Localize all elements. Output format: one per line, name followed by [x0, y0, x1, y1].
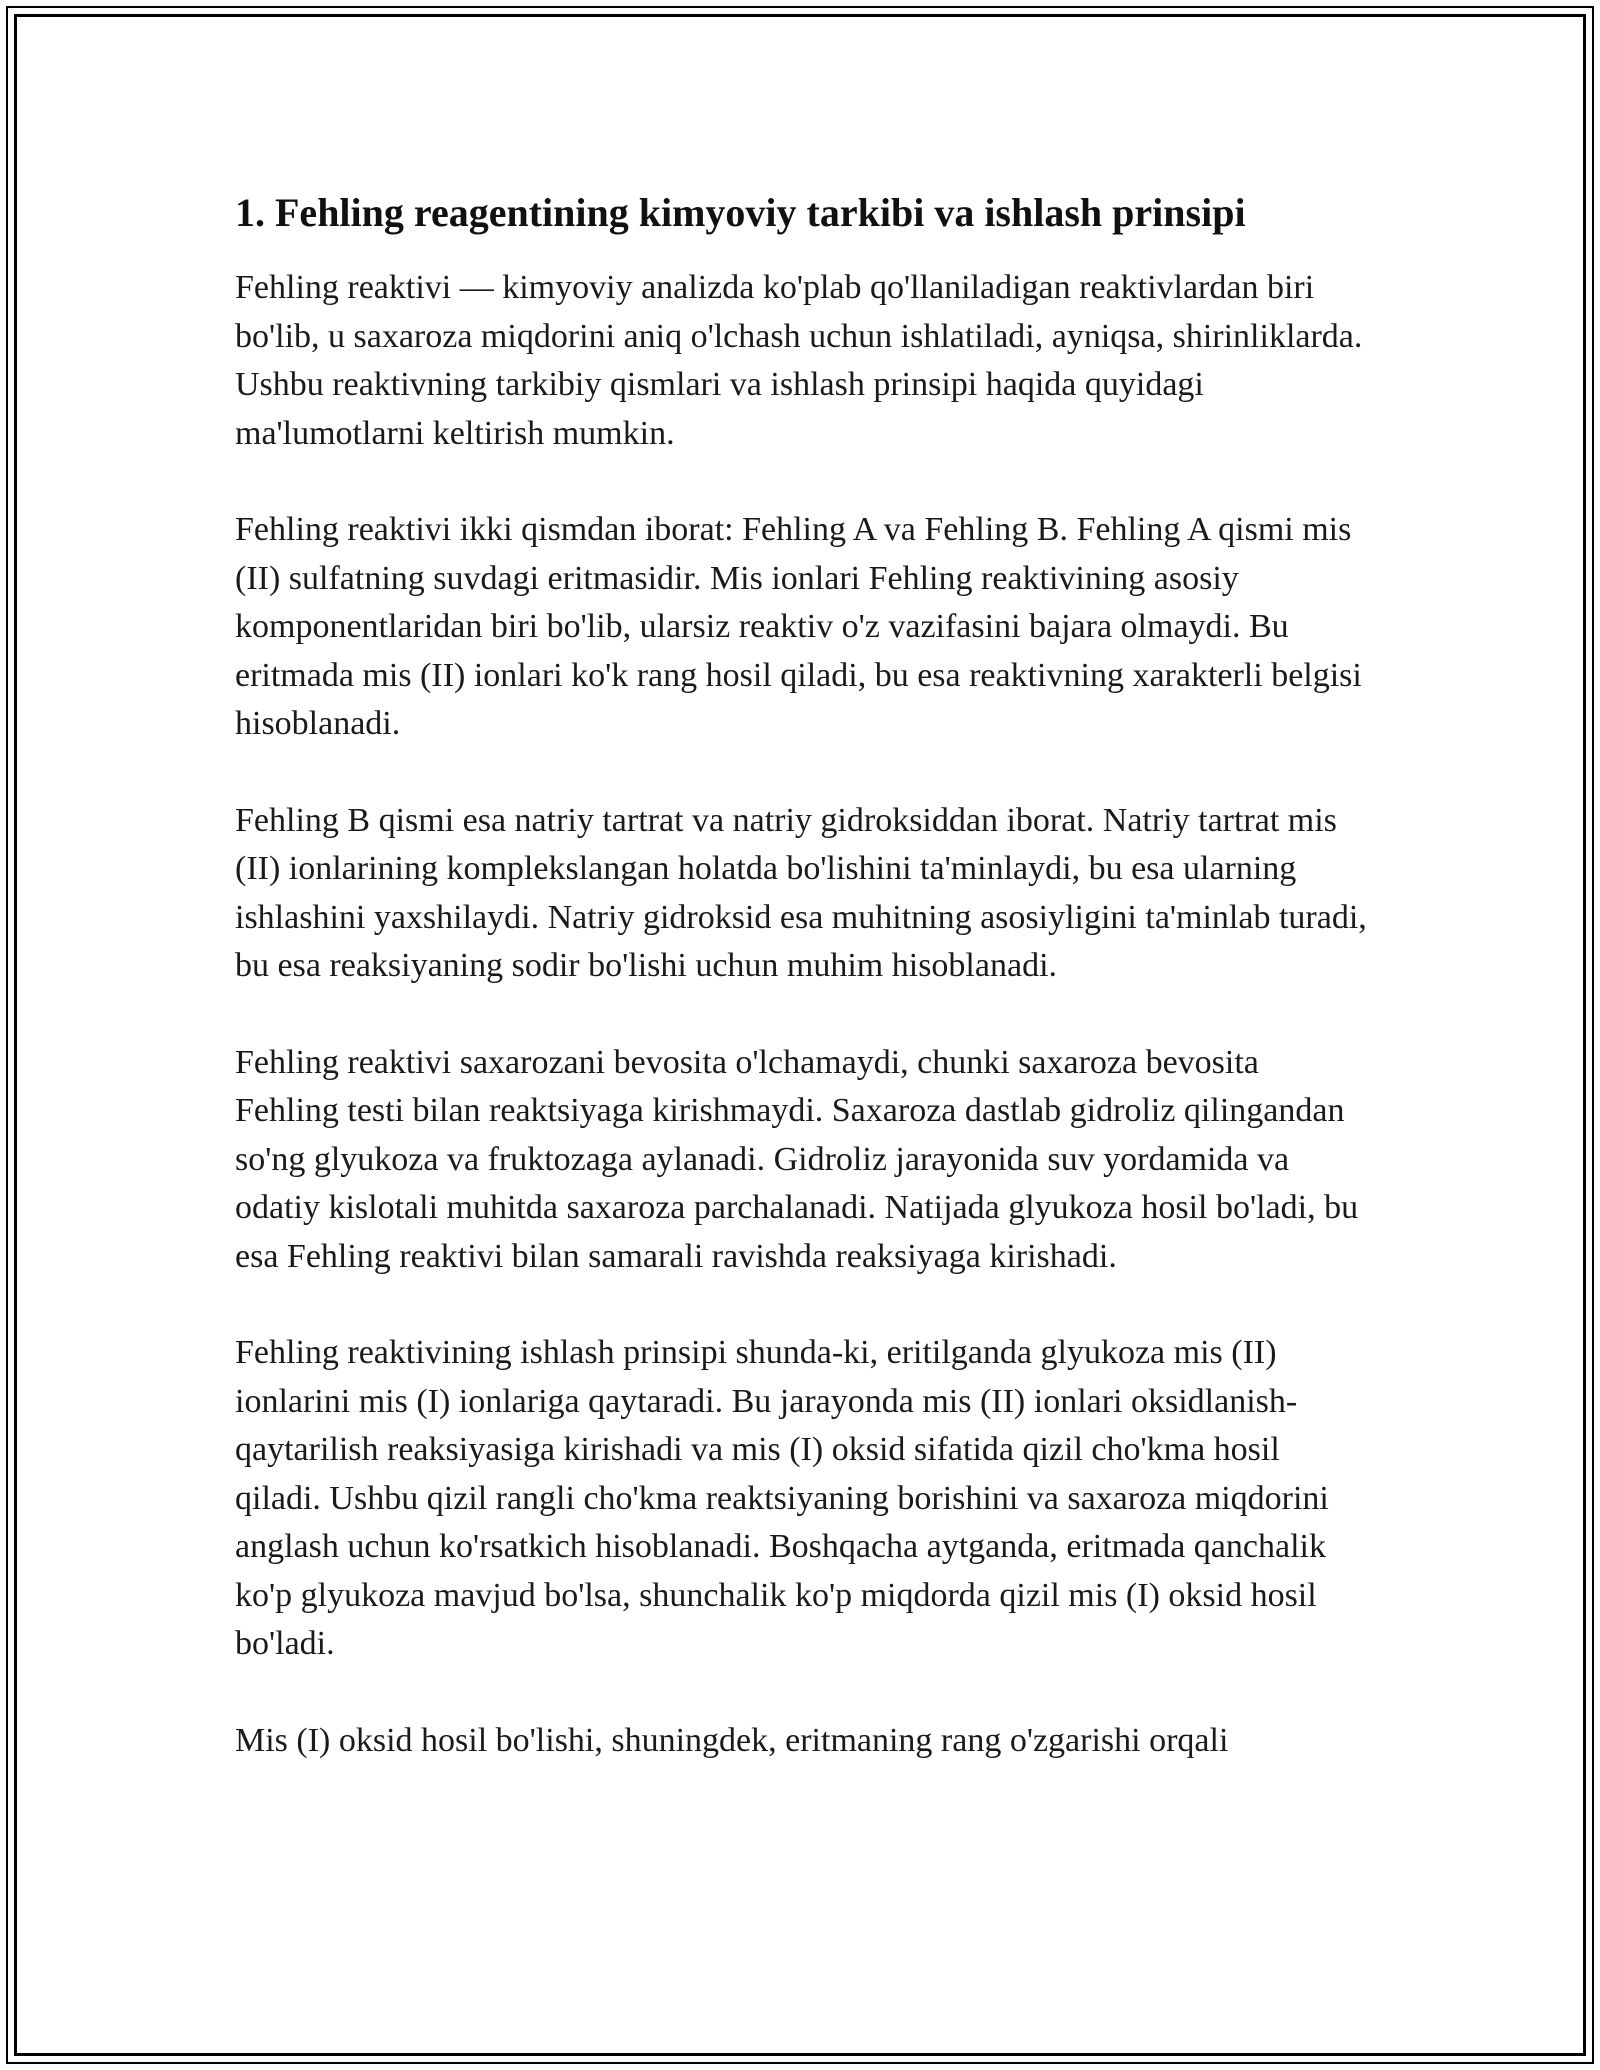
- paragraph-principle: Fehling reaktivining ishlash prinsipi shunda-ki, eritilganda glyukoza mis (II) ionlarini mis (I) ionlariga qaytaradi. Bu jarayonda mis (II) ionlari oksidlanish-qaytarilish reaksiyasiga kirishadi va mis (I) oksid sifatida qizil cho'kma hosil qiladi. Ushbu qizil rangli cho'kma reaktsiyaning borishini va saxaroza miqdorini anglash uchun ko'rsatkich hisoblanadi. Boshqacha aytganda, eritmada qanchalik ko'p glyukoza mavjud bo'lsa, shunchalik ko'p miqdorda qizil mis (I) oksid hosil bo'ladi.: [235, 1334, 1329, 1662]
- paragraph-intro: Fehling reaktivi — kimyoviy analizda ko'plab qo'llaniladigan reaktivlardan biri bo'lib, u saxaroza miqdorini aniq o'lchash uchun ishlatiladi, ayniqsa, shirinliklarda. Ushbu reaktivning tarkibiy qismlari va ishlash prinsipi haqida quyidagi ma'lumotlarni keltirish mumkin.: [235, 269, 1363, 452]
- document-body: [235, 188, 1370, 1813]
- section-heading: 1. Fehling reagentining kimyoviy tarkibi va ishlash prinsipi: [235, 190, 1246, 235]
- paragraph-hydrolysis: Fehling reaktivi saxarozani bevosita o'lchamaydi, chunki saxaroza bevosita Fehling testi bilan reaktsiyaga kirishmaydi. Saxaroza dastlab gidroliz qilingandan so'ng glyukoza va fruktozaga aylanadi. Gidroliz jarayonida suv yordamida va odatiy kislotali muhitda saxaroza parchalanadi. Natijada glyukoza hosil bo'ladi, bu esa Fehling reaktivi bilan samarali ravishda reaksiyaga kirishadi.: [235, 1043, 1359, 1275]
- paragraph-fehling-b: Fehling B qismi esa natriy tartrat va natriy gidroksiddan iborat. Natriy tartrat mis (II) ionlarining komplekslangan holatda bo'lishini ta'minlaydi, bu esa ularning ishlashini yaxshilaydi. Natriy gidroksid esa muhitning asosiyligini ta'minlab turadi, bu esa reaksiyaning sodir bo'lishi uchun muhim hisoblanadi.: [235, 801, 1367, 984]
- paragraph-fehling-a: Fehling reaktivi ikki qismdan iborat: Fehling A va Fehling B. Fehling A qismi mis (II) sulfatning suvdagi eritmasidir. Mis ionlari Fehling reaktivining asosiy komponentlaridan biri bo'lib, ularsiz reaktiv o'z vazifasini bajara olmaydi. Bu eritmada mis (II) ionlari ko'k rang hosil qiladi, bu esa reaktivning xarakterli belgisi hisoblanadi.: [235, 511, 1362, 742]
- paragraph-continuation: Mis (I) oksid hosil bo'lishi, shuningdek, eritmaning rang o'zgarishi orqali: [235, 1721, 1229, 1759]
